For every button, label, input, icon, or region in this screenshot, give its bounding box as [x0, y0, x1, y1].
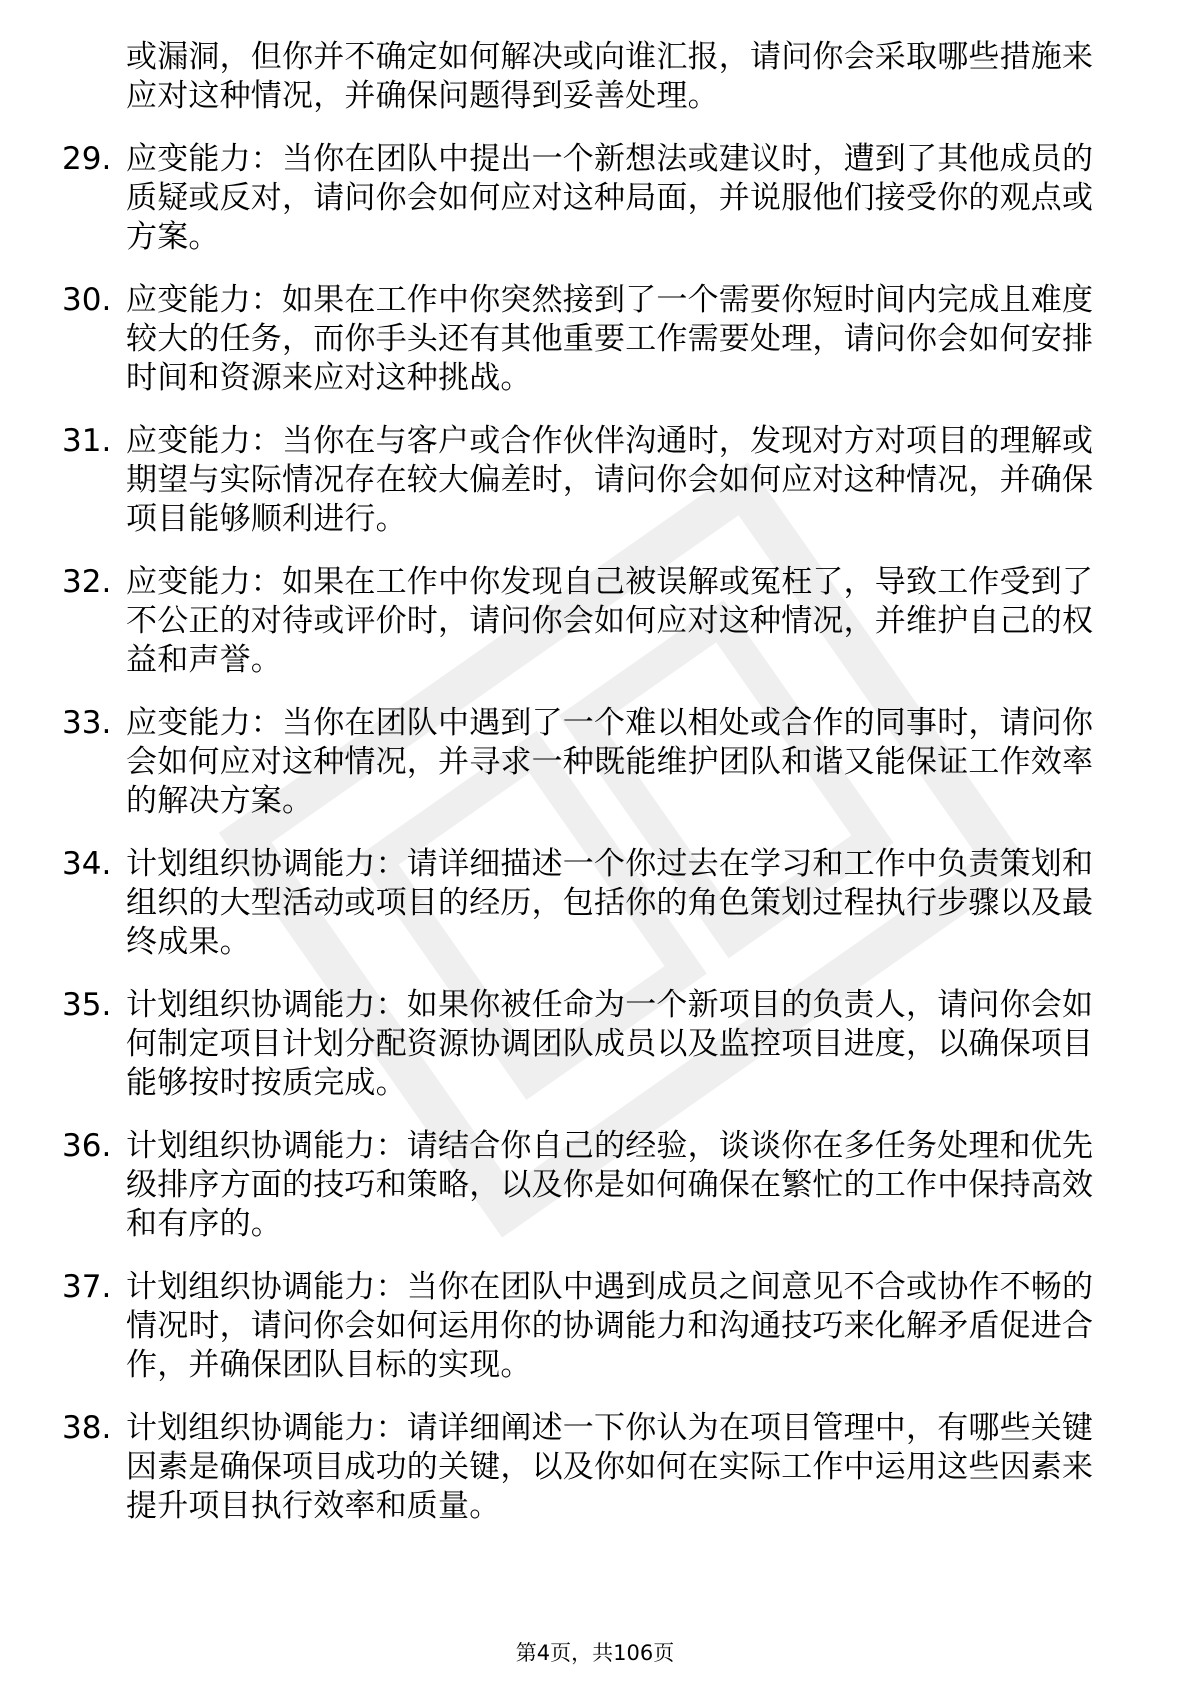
question-text: 应变能力：当你在与客户或合作伙伴沟通时，发现对方对项目的理解或期望与实际情况存在较大偏差时，请问你会如何应对这种情况，并确保项目能够顺利进行。 [126, 423, 1094, 537]
question-text: 计划组织协调能力：请详细描述一个你过去在学习和工作中负责策划和组织的大型活动或项目的经历，包括你的角色策划过程执行步骤以及最终成果。 [126, 846, 1094, 960]
question-item-35 [62, 986, 1112, 1103]
question-text: 计划组织协调能力：如果你被任命为一个新项目的负责人，请问你会如何制定项目计划分配资源协调团队成员以及监控项目进度，以确保项目能够按时按质完成。 [126, 987, 1094, 1101]
document-body [62, 38, 1112, 1550]
question-item-34 [62, 845, 1112, 962]
question-item-30 [62, 281, 1112, 398]
page-footer [0, 1640, 1190, 1666]
question-number: 30. [62, 282, 112, 318]
question-item-32 [62, 563, 1112, 680]
question-text: 应变能力：如果在工作中你突然接到了一个需要你短时间内完成且难度较大的任务，而你手头还有其他重要工作需要处理，请问你会如何安排时间和资源来应对这种挑战。 [126, 282, 1094, 396]
question-text: 应变能力：如果在工作中你发现自己被误解或冤枉了，导致工作受到了不公正的对待或评价时，请问你会如何应对这种情况，并维护自己的权益和声誉。 [126, 564, 1094, 678]
question-number: 36. [62, 1128, 112, 1164]
question-item-36 [62, 1127, 1112, 1244]
page-number-label: 第4页，共106页 [515, 1641, 675, 1665]
question-item-31 [62, 422, 1112, 539]
question-item-29 [62, 140, 1112, 257]
question-text: 应变能力：当你在团队中遇到了一个难以相处或合作的同事时，请问你会如何应对这种情况，并寻求一种既能维护团队和谐又能保证工作效率的解决方案。 [126, 705, 1094, 819]
question-number: 37. [62, 1269, 112, 1305]
question-item-38 [62, 1409, 1112, 1526]
question-number: 32. [62, 564, 112, 600]
question-text: 应变能力：当你在团队中提出一个新想法或建议时，遭到了其他成员的质疑或反对，请问你会如何应对这种局面，并说服他们接受你的观点或方案。 [126, 141, 1094, 255]
question-number: 35. [62, 987, 112, 1023]
question-text: 计划组织协调能力：请详细阐述一下你认为在项目管理中，有哪些关键因素是确保项目成功的关键，以及你如何在实际工作中运用这些因素来提升项目执行效率和质量。 [126, 1410, 1094, 1524]
question-number: 29. [62, 141, 112, 177]
continued-question-text: 或漏洞，但你并不确定如何解决或向谁汇报，请问你会采取哪些措施来应对这种情况，并确保问题得到妥善处理。 [126, 39, 1094, 114]
question-text: 计划组织协调能力：当你在团队中遇到成员之间意见不合或协作不畅的情况时，请问你会如何运用你的协调能力和沟通技巧来化解矛盾促进合作，并确保团队目标的实现。 [126, 1269, 1094, 1383]
question-item-37 [62, 1268, 1112, 1385]
question-number: 34. [62, 846, 112, 882]
question-item-33 [62, 704, 1112, 821]
question-number: 31. [62, 423, 112, 459]
question-list [62, 140, 1112, 1526]
question-number: 38. [62, 1410, 112, 1446]
question-number: 33. [62, 705, 112, 741]
question-text: 计划组织协调能力：请结合你自己的经验，谈谈你在多任务处理和优先级排序方面的技巧和策略，以及你是如何确保在繁忙的工作中保持高效和有序的。 [126, 1128, 1094, 1242]
